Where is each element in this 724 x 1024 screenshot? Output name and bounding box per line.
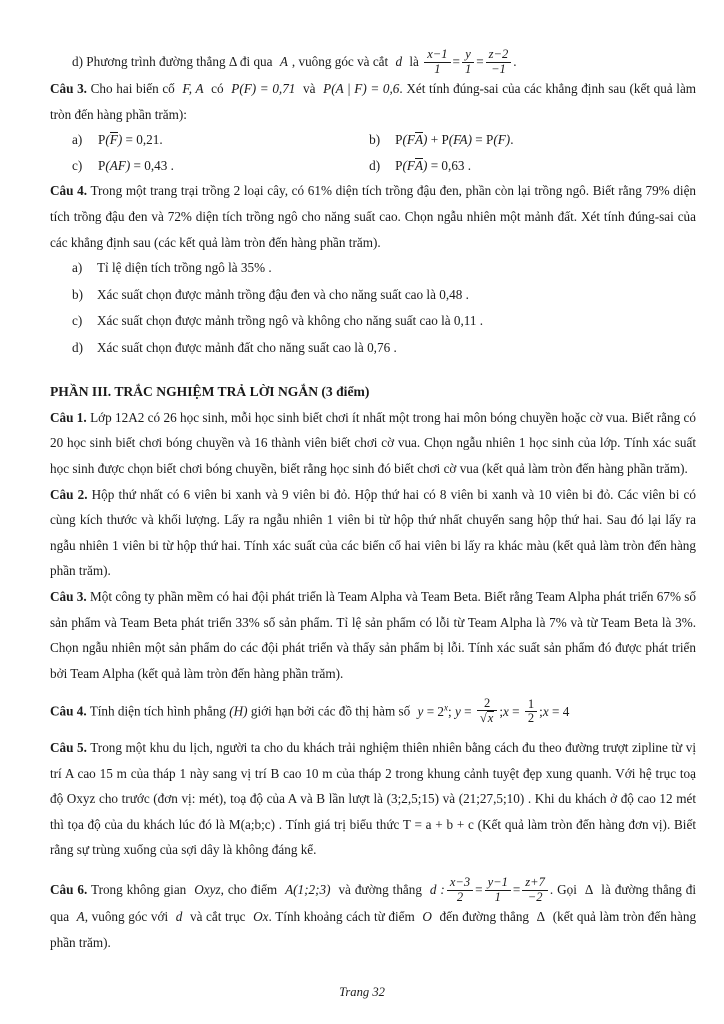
fraction-x-minus-3: $\frac{x-3}{2}$: [447, 876, 473, 904]
p3-cau6-text-3: và đường thẳng: [338, 882, 422, 898]
question-cau4-tf: [50, 178, 696, 255]
option-marker-b: b): [72, 286, 83, 302]
cau3-text-3: và: [303, 81, 316, 97]
option-d-text-3: , vuông góc và cắt: [291, 54, 389, 70]
cau3-option-d: [369, 153, 696, 179]
p3-cau4-text-1: Tính diện tích hình phẳng: [89, 703, 226, 719]
question-part3-cau2: [50, 482, 696, 584]
point-o-symbol: O: [422, 909, 432, 925]
question-label-cau3: Câu 3.: [50, 81, 87, 97]
function-list: $y = 2^x$; y = $\frac{2}{√x}$ ;x = $\frac{1}{2}$ ;x = 4: [417, 695, 570, 726]
fraction-2-over-sqrt-x: $\frac{2}{√x}$: [477, 697, 497, 726]
p3-cau4-text-2: giới hạn bởi các đồ thị hàm số: [250, 703, 411, 719]
question-label-p3-cau1: Câu 1.: [50, 409, 87, 425]
cau3-option-c: [50, 153, 369, 179]
cau3-option-a: [50, 127, 369, 153]
page-number-label: Trang 32: [339, 985, 385, 999]
option-marker-a: a): [72, 260, 83, 276]
fraction-one-half: $\frac{1}{2}$: [525, 698, 537, 726]
symmetric-equation: $\frac{x-1}{1}$ = $\frac{y}{1}$ = $\frac{z-2}{-1}$: [422, 54, 513, 69]
p3-cau1-text: Lớp 12A2 có 26 học sinh, mỗi học sinh biết chơi ít nhất một trong hai môn bóng chuyền hoặc cờ vua. Biết rằng có 20 học sinh biết chơi bóng chuyền và 16 thành viên biết chơi cờ vua. Chọn ngẫu nhiên 1 học sinh của lớp. Tính xác suất học sinh được chọn biết chơi bóng chuyền, biết rằng học sinh đó biết chơi cờ vua (kết quả làm tròn đến hàng phần trăm).: [50, 409, 697, 477]
option-d-text-2: đi qua: [239, 54, 273, 70]
cau4-option-c: [50, 308, 696, 335]
p3-cau6-text-6: , vuông góc với: [84, 909, 169, 925]
axes-oxyz-symbol: Oxyz: [194, 882, 221, 898]
p3-cau2-text: Hộp thứ nhất có 6 viên bi xanh và 9 viên bi đỏ. Hộp thứ hai có 8 viên bi xanh và 10 viên bi đỏ. Các viên bi có cùng kích thước và khối lượng. Lấy ra ngẫu nhiên 1 viên bi từ hộp thứ nhất chuyển sang hộp thứ hai. Sau đó lại lấy ra ngẫu nhiên 1 viên bi từ hộp thứ hai. Tính xác suất của các biến cố hai viên bi lấy ra khác màu (kết quả làm tròn đến hàng phần trăm).: [50, 486, 696, 579]
cau4-option-d: [50, 335, 696, 362]
question-part3-cau4: [50, 695, 696, 726]
page-footer: [0, 985, 724, 1000]
question-label-p3-cau6: Câu 6.: [50, 882, 88, 898]
cau3-text-4: . Xét tính đúng-sai của các khẳng định sau (kết quả làm tròn đến hàng phần trăm):: [50, 81, 697, 122]
option-marker-d: d): [72, 339, 83, 355]
option-d-text: Xác suất chọn được mảnh đất cho năng suất cao là 0,76 .: [97, 339, 397, 355]
section-heading-part3: PHẦN III. TRẮC NGHIỆM TRẢ LỜI NGẮN (3 điểm): [50, 384, 370, 400]
probability-paf: P(A | F) = 0,6: [323, 81, 400, 97]
option-b-text: Xác suất chọn được mảnh trồng đậu đen và cho năng suất cao là 0,48 .: [97, 286, 469, 302]
question-label-cau4: Câu 4.: [50, 183, 88, 199]
spacer-before-cau4: [50, 686, 696, 695]
question-part3-cau5: [50, 735, 696, 863]
line-d-symbol: d: [395, 54, 403, 70]
probability-pf: P(F) = 0,71: [231, 81, 296, 97]
option-a-expression: P(F) = 0,21.: [98, 132, 163, 148]
question-part3-cau1: [50, 405, 696, 482]
option-a-text: Tỉ lệ diện tích trồng ngô là 35% .: [97, 260, 272, 276]
spacer-before-cau5: [50, 726, 696, 735]
option-b-expression: P(FA) + P(FA) = P(F).: [395, 132, 514, 148]
question-part3-cau3: [50, 584, 696, 686]
option-marker-c: c): [72, 157, 83, 173]
question-cau3-tf: [50, 76, 696, 127]
events-symbols: F, A: [182, 81, 204, 97]
p3-cau6-text-9: đến đường thẳng: [439, 909, 530, 925]
axis-ox-symbol: Ox: [253, 909, 269, 925]
option-marker-b: b): [369, 132, 381, 148]
line-d-symbol-2: d: [175, 909, 183, 925]
question-label-p3-cau4: Câu 4.: [50, 703, 87, 719]
spacer-before-cau6: [50, 863, 696, 876]
option-d-text-4: là: [409, 54, 419, 70]
option-c-text: Xác suất chọn được mảnh trồng ngô và không cho năng suất cao là 0,11 .: [97, 313, 484, 329]
option-marker-d: d): [72, 54, 83, 70]
p3-cau6-text-5: là đường thẳng đi qua: [50, 882, 697, 925]
question-label-p3-cau5: Câu 5.: [50, 740, 87, 756]
p3-cau6-text-1: Trong không gian: [90, 882, 187, 898]
line-d-equation: d : $\frac{x-3}{2}$ = $\frac{y-1}{1}$ = $\frac{z+7}{-2}$: [430, 882, 550, 897]
p3-cau6-text-8: . Tính khoảng cách từ điểm: [268, 909, 415, 925]
option-marker-c: c): [72, 313, 83, 329]
question-label-p3-cau3: Câu 3.: [50, 589, 87, 604]
p3-cau6-text-10: (kết quả làm tròn đến hàng phần trăm).: [50, 909, 697, 950]
delta-symbol-3: Δ: [536, 909, 546, 925]
cau3-option-b: [369, 127, 696, 153]
delta-symbol-2: Δ: [584, 882, 594, 898]
p3-cau6-text-7: và cắt trục: [189, 909, 246, 925]
question-prev-option-d: [50, 48, 696, 76]
option-marker-a: a): [72, 132, 83, 148]
cau4-body-text: Trong một trang trại trồng 2 loại cây, có 61% diện tích trồng đậu đen, phần còn lại trồng ngô. Biết rằng 79% diện tích trồng đậu đen và 72% diện tích trồng ngô cho năng suất cao. Chọn ngẫu nhiên một mảnh đất. Xét tính đúng-sai của các khẳng định sau (các kết quả làm tròn đến hàng phần trăm).: [50, 183, 697, 250]
option-marker-d: d): [369, 157, 381, 173]
cau4-option-b: [50, 282, 696, 309]
option-d-text-1: Phương trình đường thẳng: [86, 54, 226, 70]
cau3-text-2: có: [211, 81, 224, 97]
fraction-y-minus-1: $\frac{y-1}{1}$: [485, 876, 511, 904]
delta-symbol: Δ: [228, 54, 237, 70]
fraction-y: $\frac{y}{1}$: [462, 48, 474, 76]
p3-cau6-text-2: , cho điểm: [220, 882, 278, 898]
point-a-symbol-2: A: [76, 909, 85, 925]
point-a-symbol: A: [279, 54, 288, 70]
p3-cau5-text: Trong một khu du lịch, người ta cho du khách trải nghiệm thiên nhiên bằng cách đu theo đường trượt zipline từ vị trí A cao 15 m của tháp 1 này sang vị trí B cao 10 m của tháp 2 trong khung cảnh tuyệt đẹp xung quanh. Với hệ trục toạ độ Oxyz cho trước (đơn vị: mét), toạ độ của A và B lần lượt là (3;2,5;15) và (21;27,5;10) . Khi du khách ở độ cao 12 mét thì tọa độ của du khách lúc đó là M(a;b;c) . Tính giá trị biểu thức T = a + b + c (Kết quả làm tròn đến hàng đơn vị). Biết rằng sự trùng xuống của sợi dây là không đáng kể.: [50, 740, 697, 858]
cau4-option-a: [50, 255, 696, 282]
option-c-expression: P(AF) = 0,43 .: [98, 157, 174, 173]
cau3-options-row-2: [50, 153, 696, 179]
p3-cau3-text: Một công ty phần mềm có hai đội phát triển là Team Alpha và Team Beta. Biết rằng Team Alpha phát triển 67% số sản phẩm và Team Beta phát triển 33% số sản phẩm. Tỉ lệ sản phẩm có lỗi từ Team Alpha là 7% và từ Team Beta là 3%. Chọn ngẫu nhiên một sản phẩm do các đội phát triển và thấy sản phẩm bị lỗi. Tính xác suất sản phẩm đó được phát triển bởi Team Alpha (kết quả làm tròn đến hàng phần trăm).: [50, 589, 697, 681]
cau3-options-row-1: [50, 127, 696, 153]
fraction-x-minus-1: $\frac{x-1}{1}$: [424, 48, 450, 76]
point-a-coords: A(1;2;3): [285, 882, 331, 898]
question-label-p3-cau2: Câu 2.: [50, 486, 88, 502]
cau3-text-1: Cho hai biến cố: [90, 81, 175, 97]
region-h-symbol: (H): [229, 703, 248, 719]
p3-cau6-text-4: . Gọi: [549, 882, 577, 898]
option-d-expression: P(FA) = 0,63 .: [395, 157, 472, 173]
fraction-z-minus-2: $\frac{z-2}{-1}$: [486, 48, 512, 76]
fraction-z-plus-7: $\frac{z+7}{-2}$: [522, 876, 548, 904]
option-d-period: .: [513, 54, 517, 70]
question-part3-cau6: [50, 876, 696, 955]
